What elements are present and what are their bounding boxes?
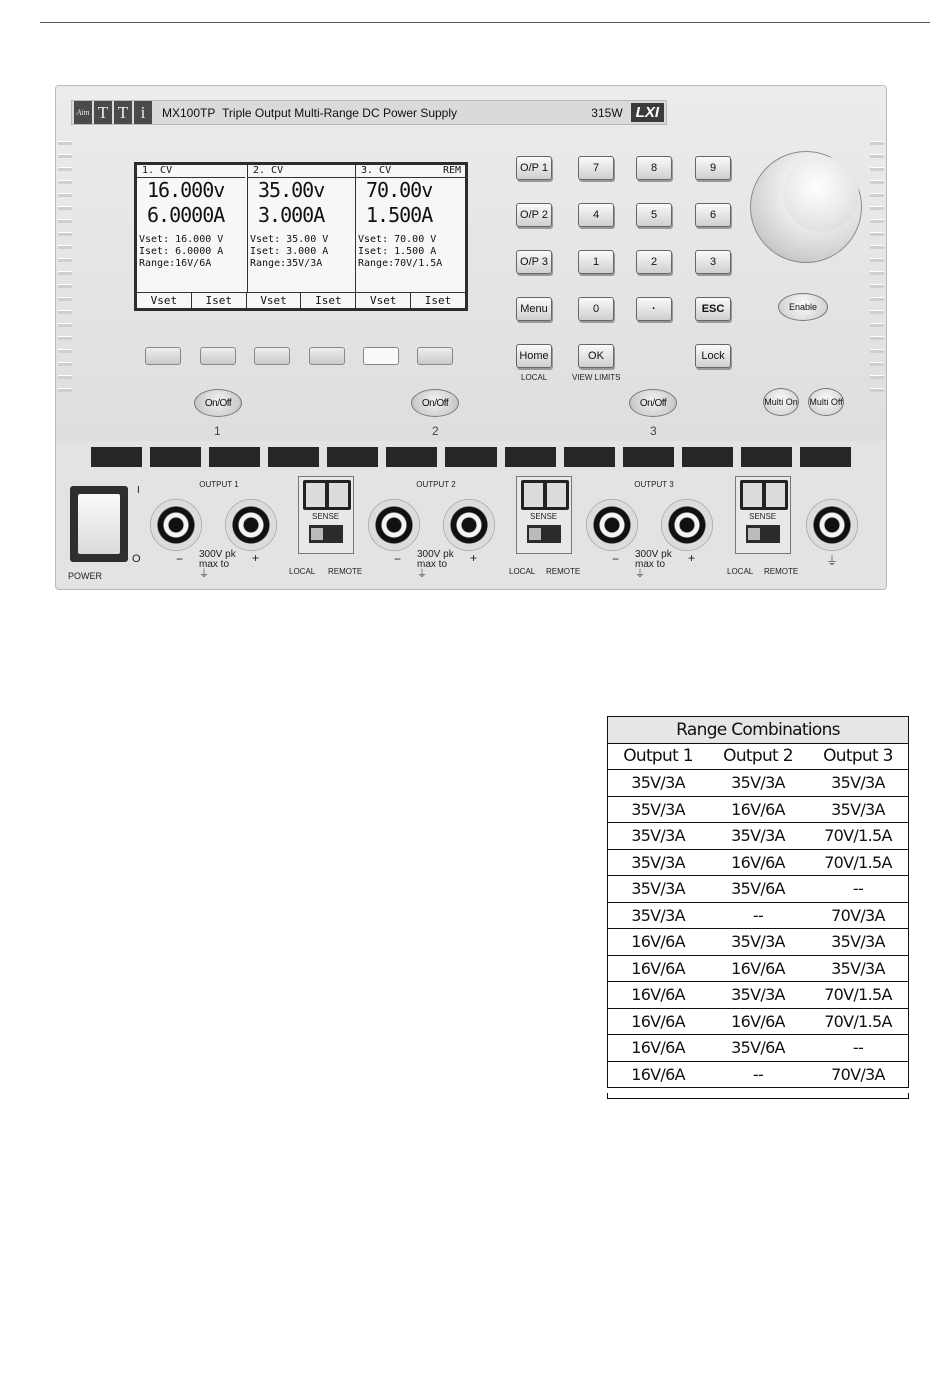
sense-block-3: SENSE: [735, 476, 791, 554]
key-2: 2: [636, 250, 672, 274]
key-4: 4: [578, 203, 614, 227]
lock-key: Lock: [695, 344, 731, 368]
softkey-4: [309, 347, 345, 365]
table-row: 16V/6A 35V/6A --: [608, 1035, 909, 1062]
table-title: Range Combinations: [608, 717, 909, 744]
onoff-button-2: On/Off: [411, 389, 459, 417]
ok-key: OK: [578, 344, 614, 368]
table-row: 35V/3A 16V/6A 35V/3A: [608, 796, 909, 823]
header-output-2: Output 2: [708, 743, 808, 770]
lcd-display: [134, 162, 468, 311]
menu-key: Menu: [516, 297, 552, 321]
lcd-channel-1: 1. CV 16.000v 6.0000A Vset: 16.000 V Iset: 6.0000 A Range:16V/6A: [137, 165, 245, 293]
softkey-6: [417, 347, 453, 365]
channel-1-voltage: 16.000v: [147, 178, 225, 202]
table-row: 16V/6A 35V/3A 35V/3A: [608, 929, 909, 956]
lcd-channel-2: 2. CV 35.00v 3.000A Vset: 35.00 V Iset: 3.000 A Range:35V/3A: [247, 165, 355, 293]
range-combinations-table: [607, 716, 909, 1088]
output-3-label: OUTPUT 3: [634, 480, 674, 489]
terminal-1-minus: [150, 499, 202, 551]
terminal-2-minus: [368, 499, 420, 551]
view-limits-label: VIEW LIMITS: [572, 373, 621, 382]
table-row: 35V/3A 35V/3A 70V/1.5A: [608, 823, 909, 850]
key-6: 6: [695, 203, 731, 227]
key-3: 3: [695, 250, 731, 274]
terminal-1-plus: [225, 499, 277, 551]
table-row: 35V/3A 16V/6A 70V/1.5A: [608, 849, 909, 876]
key-8: 8: [636, 156, 672, 180]
terminal-3-minus: [586, 499, 638, 551]
lcd-channel-3: 3. CV REM 70.00v 1.500A Vset: 70.00 V Iset: 1.500 A Range:70V/1.5A: [355, 165, 465, 293]
multi-off-button: Multi Off: [808, 388, 844, 416]
table-row: 35V/3A -- 70V/3A: [608, 902, 909, 929]
channel-number-2: 2: [432, 424, 439, 438]
max-note-2: 300V pk max to ⏚: [417, 549, 454, 580]
enable-button: Enable: [778, 293, 828, 321]
vent-slots: [91, 447, 851, 467]
header-output-1: Output 1: [608, 743, 709, 770]
channel-1-current: 6.0000A: [147, 203, 225, 227]
output-2-label: OUTPUT 2: [416, 480, 456, 489]
onoff-button-3: On/Off: [629, 389, 677, 417]
key-0: 0: [578, 297, 614, 321]
lxi-logo: LXI: [631, 103, 664, 122]
right-grille: [870, 141, 884, 401]
key-5: 5: [636, 203, 672, 227]
title-strip: [71, 100, 667, 125]
table-row: 16V/6A -- 70V/3A: [608, 1061, 909, 1088]
header-rule: [40, 22, 930, 23]
onoff-button-1: On/Off: [194, 389, 242, 417]
sense-block-1: SENSE: [298, 476, 354, 554]
power-supply-photo: Aim T T i MX100TP Triple Output Multi-Range DC Power Supply 315W LXI 1. CV 16.000v 6.0000A Vset: 16.000 V Iset: 6.0000 A Range:16V/6A 2. CV 35.00v 3.000A Vset: 35.00 V Iset: 3.000 A Range:35V/3A 3. CV REM 70.00v 1.500A Vset: 70.00 V Iset: 1.500 A Range:70V/1.5A Vset Iset Vset Iset Vset Iset On/Off On/Off On/Off 1 2 3 O/P 1 O/P 2 O/P 3 Menu Home LOCAL 7 8 9 4 5 6 1 2 3 0 · ESC OK VIEW LIMITS Lock Enable Multi On Multi Off I O POWER OUTPUT 1 300V pk max to ⏚ − + SENSE LOCAL REMOTE OUTPUT 2 300V pk max to ⏚ − + SENSE LOCAL REMOTE OUTPUT 3 300V pk max to ⏚ − + SENSE LOCAL REMOTE ⏚: [55, 85, 887, 590]
output-1-label: OUTPUT 1: [199, 480, 239, 489]
softkey-5: [363, 347, 399, 365]
ground-terminal: [806, 499, 858, 551]
softkey-3: [254, 347, 290, 365]
op2-key: O/P 2: [516, 203, 552, 227]
softkey-2: [200, 347, 236, 365]
sense-block-2: SENSE: [516, 476, 572, 554]
knob-cap: [783, 156, 859, 232]
table-row: 35V/3A 35V/6A --: [608, 876, 909, 903]
op1-key: O/P 1: [516, 156, 552, 180]
key-1: 1: [578, 250, 614, 274]
max-note-3: 300V pk max to ⏚: [635, 549, 672, 580]
table-row: 16V/6A 16V/6A 70V/1.5A: [608, 1008, 909, 1035]
table-row: 16V/6A 16V/6A 35V/3A: [608, 955, 909, 982]
table-footer-border: [607, 1093, 909, 1099]
op3-key: O/P 3: [516, 250, 552, 274]
decimal-key: ·: [636, 297, 672, 321]
channel-2-voltage: 35.00v: [258, 178, 325, 202]
terminal-3-plus: [661, 499, 713, 551]
key-9: 9: [695, 156, 731, 180]
power-rating: 315W: [591, 105, 623, 120]
softkey-1: [145, 347, 181, 365]
terminal-2-plus: [443, 499, 495, 551]
channel-3-voltage: 70.00v: [366, 178, 433, 202]
model-title: MX100TP Triple Output Multi-Range DC Power Supply: [162, 105, 458, 120]
header-output-3: Output 3: [808, 743, 909, 770]
ground-icon: ⏚: [826, 554, 839, 568]
channel-3-current: 1.500A: [366, 203, 433, 227]
brand-logo: Aim T T i: [74, 101, 154, 124]
table-row: 16V/6A 35V/3A 70V/1.5A: [608, 982, 909, 1009]
rem-indicator: REM: [442, 165, 461, 176]
left-grille: [58, 141, 72, 401]
power-rocker: [78, 494, 120, 554]
multi-on-button: Multi On: [763, 388, 799, 416]
lcd-soft-labels: Vset Iset Vset Iset Vset Iset: [137, 292, 465, 308]
channel-number-3: 3: [650, 424, 657, 438]
max-note-1: 300V pk max to ⏚: [199, 549, 236, 580]
esc-key: ESC: [695, 297, 731, 321]
local-label: LOCAL: [521, 373, 548, 382]
home-key: Home: [516, 344, 552, 368]
key-7: 7: [578, 156, 614, 180]
channel-number-1: 1: [214, 424, 221, 438]
channel-2-current: 3.000A: [258, 203, 325, 227]
power-label: POWER: [68, 571, 103, 581]
table-row: 35V/3A 35V/3A 35V/3A: [608, 770, 909, 797]
